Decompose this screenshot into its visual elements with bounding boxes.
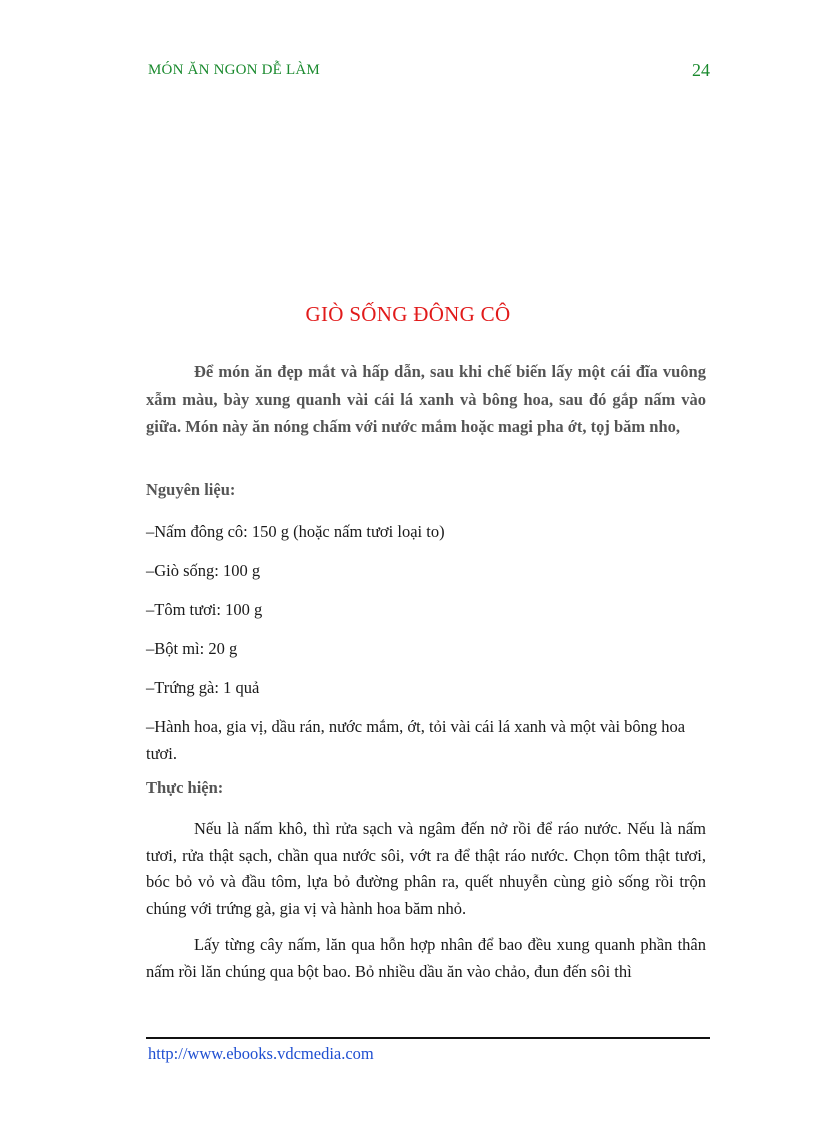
ingredients-heading: Nguyên liệu: [146, 480, 236, 499]
footer-divider [146, 1037, 710, 1039]
recipe-intro: Để món ăn đẹp mắt và hấp dẫn, sau khi chế biến lấy một cái đĩa vuông xẫm màu, bày xung quanh vài cái lá xanh và bông hoa, sau đó gắp nấm vào giữa. Món này ăn nóng chấm với nước mắm hoặc magi pha ớt, tọj băm nho, [146, 362, 706, 436]
method-step: Nếu là nấm khô, thì rửa sạch và ngâm đến nở rồi để ráo nước. Nếu là nấm tươi, rửa thật sạch, chần qua nước sôi, vớt ra để thật ráo nước. Chọn tôm thật tươi, bóc bỏ vỏ và đầu tôm, lựa bỏ đường phân ra, quết nhuyễn cùng giò sống rồi trộn chúng với trứng gà, gia vị và hành hoa băm nhỏ. [146, 819, 706, 918]
footer-link[interactable]: http://www.ebooks.vdcmedia.com [148, 1044, 374, 1063]
ingredient-item: –Trứng gà: 1 quả [146, 678, 260, 697]
ingredient-item: –Bột mì: 20 g [146, 639, 238, 658]
ingredient-item: –Tôm tươi: 100 g [146, 600, 263, 619]
book-title: MÓN ĂN NGON DỄ LÀM [148, 62, 320, 78]
page-number: 24 [692, 60, 710, 80]
ingredient-item: –Giò sống: 100 g [146, 561, 261, 580]
ingredient-item: –Nấm đông cô: 150 g (hoặc nấm tươi loại to) [146, 522, 445, 541]
ingredient-item: –Hành hoa, gia vị, dầu rán, nước mắm, ớt, tỏi vài cái lá xanh và một vài bông hoa tươi. [146, 717, 686, 763]
method-heading: Thực hiện: [146, 778, 224, 797]
method-step: Lấy từng cây nấm, lăn qua hỗn hợp nhân để bao đều xung quanh phần thân nấm rồi lăn chúng qua bột bao. Bỏ nhiều dầu ăn vào chảo, đun đến sôi thì [146, 935, 706, 981]
recipe-title: GIÒ SỐNG ĐÔNG CÔ [305, 302, 511, 326]
